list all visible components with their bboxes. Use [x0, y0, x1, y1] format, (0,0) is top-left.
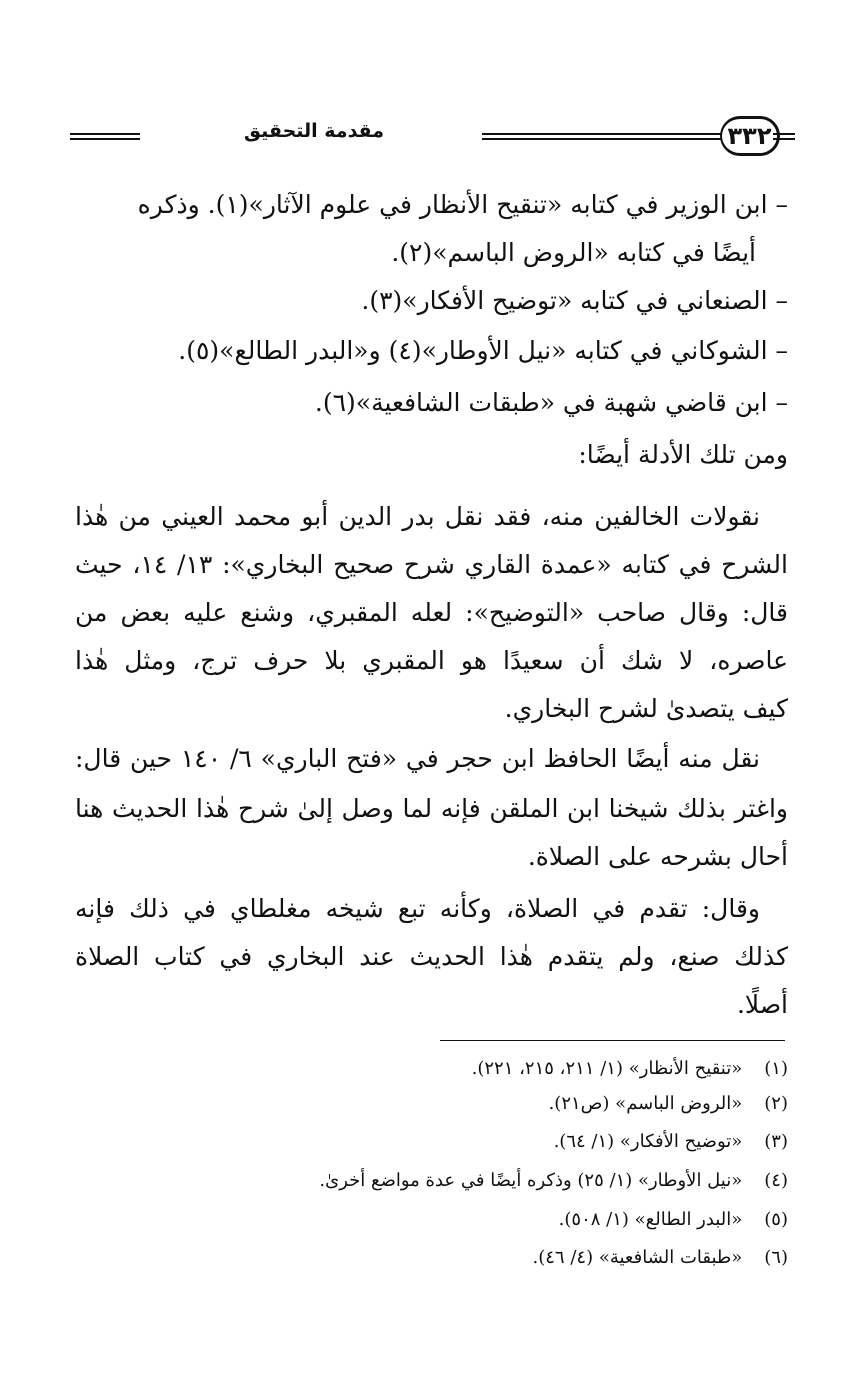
paragraph-line: وقال: تقدم في الصلاة، وكأنه تبع شيخه مغلطاي في ذلك فإنه	[75, 894, 760, 923]
paragraph-line: نقولات الخالفين منه، فقد نقل بدر الدين أبو محمد العيني من هٰذا	[75, 502, 760, 531]
footnote-text: «الروض الباسم» (ص٢١).	[548, 1093, 743, 1114]
running-title: مقدمة التحقيق	[244, 120, 384, 142]
footnote-number: (٤)	[764, 1170, 788, 1191]
footnote-number: (٢)	[764, 1093, 788, 1114]
footnote-text: «نيل الأوطار» (١/ ٢٥) وذكره أيضًا في عدة مواضع أخرىٰ.	[319, 1170, 743, 1191]
paragraph-line: واغتر بذلك شيخنا ابن الملقن فإنه لما وصل إلىٰ شرح هٰذا الحديث هنا	[75, 794, 788, 823]
list-item-ibn-alwazir: – ابن الوزير في كتابه «تنقيح الأنظار في علوم الآثار»(١). وذكره	[137, 190, 788, 219]
page-header	[70, 112, 795, 162]
paragraph-line: كذلك صنع، ولم يتقدم هٰذا الحديث عند البخاري في كتاب الصلاة	[75, 942, 788, 971]
footnote-number: (٥)	[764, 1209, 788, 1230]
list-item-ibn-qadi-shuhba: – ابن قاضي شهبة في «طبقات الشافعية»(٦).	[314, 388, 788, 417]
footnote	[559, 1207, 788, 1235]
paragraph-line: كيف يتصدىٰ لشرح البخاري.	[504, 694, 788, 723]
footnote	[533, 1245, 788, 1273]
footnote-number: (٦)	[764, 1247, 788, 1268]
header-rule-right	[773, 133, 795, 140]
list-item-shawkani: – الشوكاني في كتابه «نيل الأوطار»(٤) و«البدر الطالع»(٥).	[178, 336, 788, 365]
paragraph-line: نقل منه أيضًا الحافظ ابن حجر في «فتح الباري» ٦/ ١٤٠ حين قال:	[75, 744, 761, 773]
header-rule-middle	[482, 133, 722, 140]
footnote-text: «توضيح الأفكار» (١/ ٦٤).	[553, 1131, 743, 1152]
footnote-number: (٣)	[764, 1131, 788, 1152]
footnote-text: «تنقيح الأنظار» (١/ ٢١١، ٢١٥، ٢٢١).	[471, 1058, 743, 1079]
paragraph-line: أحال بشرحه على الصلاة.	[527, 842, 788, 871]
footnote	[319, 1168, 788, 1196]
section-intro: ومن تلك الأدلة أيضًا:	[578, 440, 788, 469]
paragraph-line: عاصره، لا شك أن سعيدًا هو المقبري بلا حرف ترج، ومثل هٰذا	[75, 646, 788, 675]
paragraph-line: الشرح في كتابه «عمدة القاري شرح صحيح البخاري»: ١٣/ ١٤، حيث	[75, 550, 788, 579]
header-rule-left	[70, 133, 140, 140]
footnote-number: (١)	[764, 1058, 788, 1079]
footnote-text: «طبقات الشافعية» (٤/ ٤٦).	[532, 1247, 743, 1268]
page-number: ٣٣٢	[720, 116, 780, 156]
footnote-text: «البدر الطالع» (١/ ٥٠٨).	[558, 1209, 743, 1230]
footnote	[549, 1091, 788, 1119]
paragraph-line: أصلًا.	[736, 990, 788, 1019]
footnote	[554, 1129, 788, 1157]
footnote-separator	[440, 1040, 785, 1041]
paragraph-line: قال: وقال صاحب «التوضيح»: لعله المقبري، وشنع عليه بعض من	[75, 598, 788, 627]
footnote	[472, 1056, 788, 1084]
list-item-sanani: – الصنعاني في كتابه «توضيح الأفكار»(٣).	[361, 286, 788, 315]
list-item-continuation: أيضًا في كتابه «الروض الباسم»(٢).	[391, 238, 756, 267]
